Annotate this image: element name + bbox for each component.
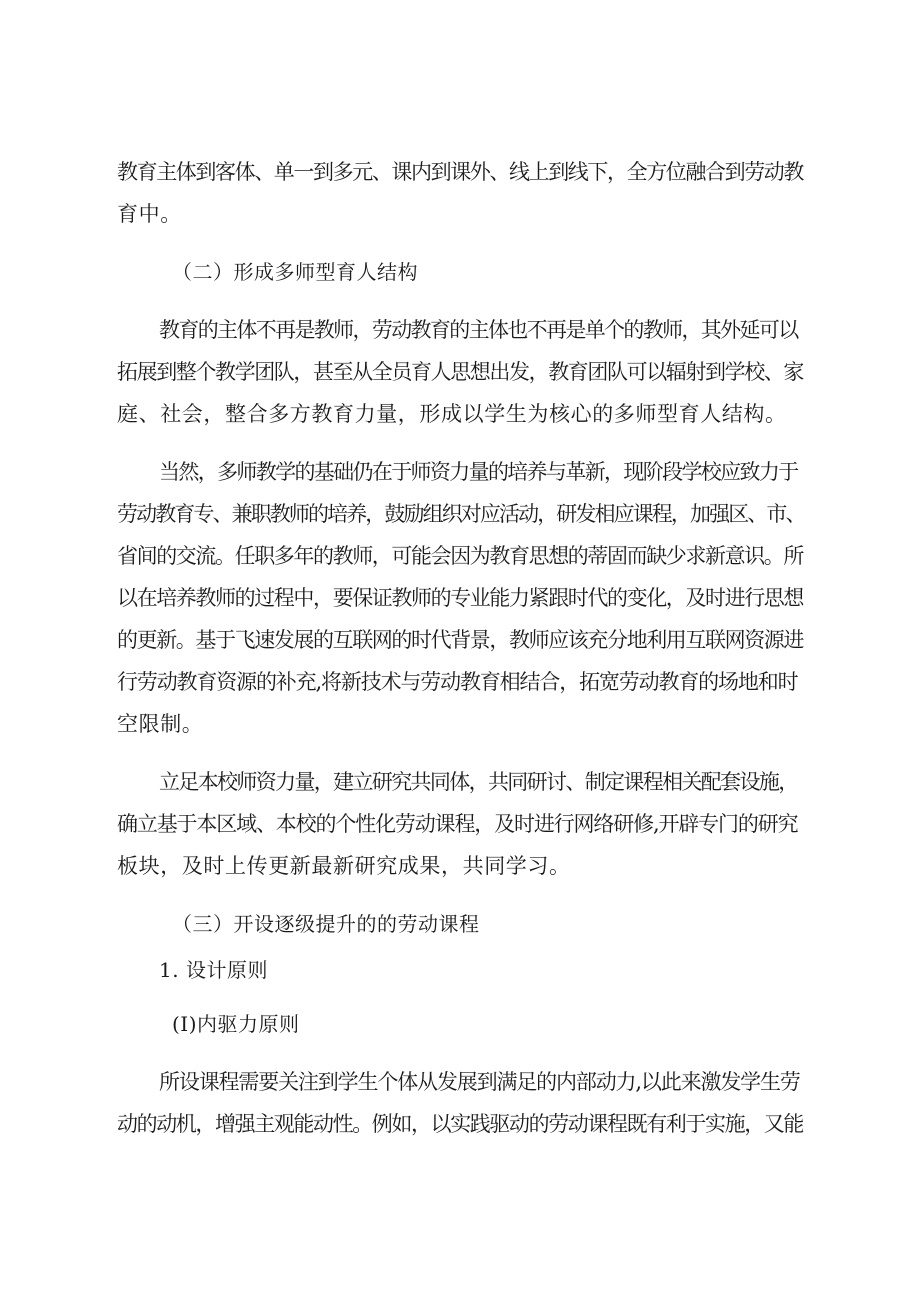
paragraph-line: 拓展到整个教学团队，甚至从全员育人思想出发，教育团队可以辐射到学校、家 (117, 360, 803, 384)
paragraph-line: 行劳动教育资源的补充,将新技术与劳动教育相结合，拓宽劳动教育的场地和时 (117, 670, 798, 694)
paragraph-line: 庭、社会，整合多方教育力量，形成以学生为核心的多师型育人结构。 (117, 402, 787, 426)
paragraph-line: 教育的主体不再是教师，劳动教育的主体也不再是单个的教师，其外延可以 (159, 318, 798, 342)
paragraph-line: 育中。 (117, 202, 182, 226)
paragraph-line: 当然，多师教学的基础仍在于师资力量的培养与革新，现阶段学校应致力于 (159, 460, 798, 484)
section-heading-2: （二）形成多师型育人结构 (172, 260, 418, 284)
paragraph-line: 的更新。基于飞速发展的互联网的时代背景，教师应该充分地利用互联网资源进 (117, 628, 803, 652)
section-heading-3: （三）开设逐级提升的的劳动课程 (172, 912, 480, 936)
subsection-heading: 1. 设计原则 (159, 958, 268, 982)
paragraph-line: 动的动机，增强主观能动性。例如，以实践驱动的劳动课程既有利于实施，又能 (117, 1112, 803, 1136)
paragraph-line: 省间的交流。任职多年的教师，可能会因为教育思想的蒂固而缺少求新意识。所 (117, 544, 803, 568)
paragraph-line: 板块，及时上传更新最新研究成果，共同学习。 (117, 854, 571, 878)
paragraph-line: 确立基于本区域、本校的个性化劳动课程，及时进行网络研修,开辟专门的研究 (117, 812, 798, 836)
paragraph-line: 空限制。 (117, 712, 204, 736)
paragraph-line: 以在培养教师的过程中，要保证教师的专业能力紧跟时代的变化，及时进行思想 (117, 586, 803, 610)
paragraph-line: 立足本校师资力量，建立研究共同体，共同研讨、制定课程相关配套设施， (159, 770, 798, 794)
paragraph-line: 所设课程需要关注到学生个体从发展到满足的内部动力,以此来激发学生劳 (159, 1070, 800, 1094)
paragraph-line: 劳动教育专、兼职教师的培养，鼓励组织对应活动，研发相应课程，加强区、市、 (117, 502, 805, 526)
paragraph-line: 教育主体到客体、单一到多元、课内到课外、线上到线下，全方位融合到劳动教 (117, 160, 803, 184)
principle-heading: (I)内驱力原则 (172, 1012, 300, 1036)
